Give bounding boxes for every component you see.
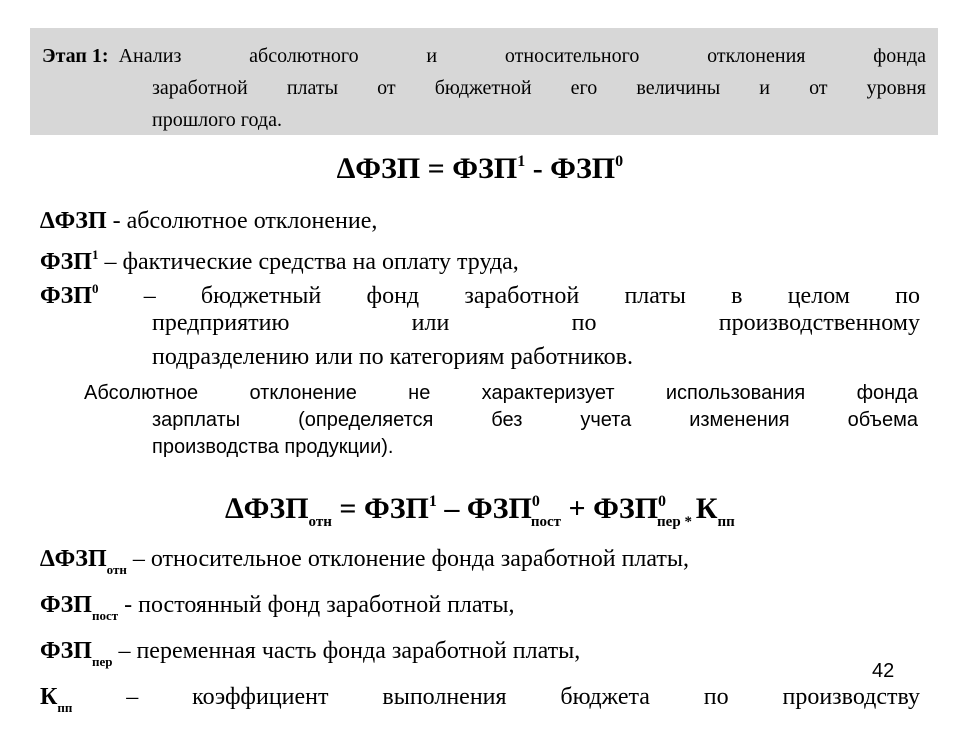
stage-header-box [30, 28, 938, 135]
f2-sub-post: пост [530, 514, 561, 530]
formula1-lhs: ∆ФЗП = ФЗП [336, 152, 518, 185]
term-kpp: К [40, 684, 58, 710]
f2-sub-pp: пп [717, 514, 735, 530]
note-line2: зарплаты (определяется без учета изменения объема [152, 409, 918, 431]
stage-title-line3: прошлого года. [152, 109, 282, 131]
formula1-sup1: 1 [517, 153, 526, 170]
definition-text: – коэффициент выполнения бюджета по производству [72, 684, 920, 710]
definition-fzp0-line2: предприятию или по производственному [152, 310, 920, 336]
f2-star: * [680, 514, 696, 530]
f2-sup2: 0 [531, 493, 540, 510]
term-sup: 0 [91, 281, 99, 296]
formula2-definitions [40, 536, 920, 720]
term-sub: отн [106, 562, 127, 577]
stage-title-line1: Анализ абсолютного и относительного отклонения фонда [118, 45, 926, 67]
definition-text: - абсолютное отклонение, [106, 208, 378, 234]
note-paragraph [84, 380, 918, 461]
f2-part3: – ФЗП [436, 492, 532, 525]
term-delta-fzp: ∆ФЗП [40, 208, 107, 234]
term-sup: 1 [91, 247, 99, 262]
stage-header-line1 [42, 40, 926, 72]
note-line1: Абсолютное отклонение не характеризует использования фонда [84, 382, 918, 404]
term-sub: пп [57, 700, 73, 715]
f2-sup1: 1 [428, 493, 437, 510]
definition-rel-deviation [40, 536, 920, 582]
f2-sub-per: пер [657, 514, 681, 530]
term-fzp-post: ФЗП [40, 592, 92, 618]
definition-text: – фактические средства на оплату труда, [98, 249, 519, 275]
f2-part4: + ФЗП [561, 492, 659, 525]
definition-text: – бюджетный фонд заработной платы в целом по [98, 283, 920, 309]
definition-text: - постоянный фонд заработной платы, [118, 592, 515, 618]
f2-part2: = ФЗП [331, 492, 429, 525]
f2-sub-otn: отн [308, 514, 332, 530]
f2-part5: К [695, 492, 718, 525]
term-delta-fzp-otn: ∆ФЗП [40, 546, 107, 572]
formula1-minus: - ФЗП [525, 152, 616, 185]
formula1-definitions [40, 204, 920, 374]
f2-part1: ∆ФЗП [225, 492, 309, 525]
definition-text: – переменная часть фонда заработной платы, [112, 638, 581, 664]
definition-fzp1 [40, 238, 920, 275]
relative-deviation-formula [0, 492, 960, 531]
term-fzp-per: ФЗП [40, 638, 92, 664]
definition-abs-deviation [40, 204, 920, 238]
definition-fzp-per [40, 628, 920, 674]
term-fzp: ФЗП [40, 283, 92, 309]
note-line3: производства продукции). [152, 436, 394, 458]
term-sub: пер [91, 654, 113, 669]
stage-title-line2: заработной платы от бюджетной его величины и от уровня [152, 77, 926, 99]
term-fzp: ФЗП [40, 249, 92, 275]
term-sub: пост [91, 608, 119, 623]
stage-label: Этап 1: [42, 45, 109, 67]
definition-fzp0 [40, 272, 920, 309]
formula1-sup2: 0 [615, 153, 624, 170]
f2-sup3: 0 [658, 493, 667, 510]
definition-fzp-post [40, 582, 920, 628]
definition-kpp [40, 674, 920, 720]
definition-text: – относительное отклонение фонда заработной платы, [126, 546, 690, 572]
absolute-deviation-formula [0, 152, 960, 186]
page-number: 42 [872, 660, 895, 682]
definition-fzp0-line3: подразделению или по категориям работников. [152, 344, 633, 370]
